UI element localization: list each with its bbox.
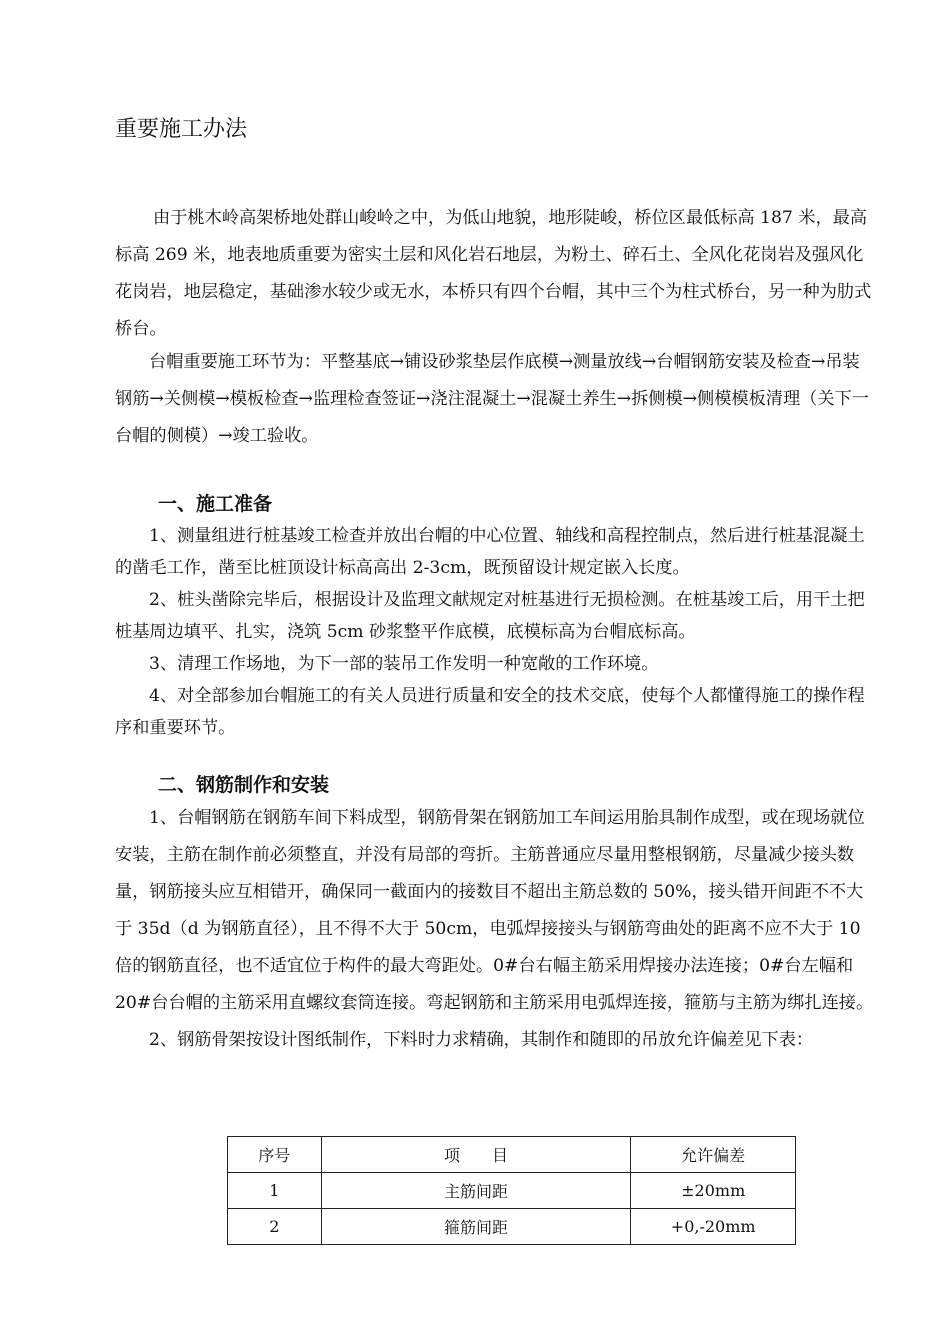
table-cell: 主筋间距 <box>321 1173 631 1209</box>
list-item: 2、钢筋骨架按设计图纸制作，下料时力求精确，其制作和随即的吊放允许偏差见下表： <box>149 1030 814 1050</box>
list-item: 3、清理工作场地，为下一部的装吊工作发明一种宽敞的工作环境。 <box>149 654 659 674</box>
page-title: 重要施工办法 <box>115 117 248 142</box>
section-preparation-list <box>115 520 875 744</box>
table-cell: 2 <box>228 1209 322 1245</box>
list-item: 2、桩头凿除完毕后，根据设计及监理文献规定对桩基进行无损检测。在桩基竣工后，用干土把桩基周边填平、扎实，浇筑 5cm 砂浆整平作底模，底模标高为台帽底标高。 <box>115 590 865 642</box>
table-cell: 箍筋间距 <box>321 1209 631 1245</box>
section-heading-preparation: 一、施工准备 <box>158 493 273 515</box>
list-item: 4、对全部参加台帽施工的有关人员进行质量和安全的技术交底，使每个人都懂得施工的操作程序和重要环节。 <box>115 686 865 738</box>
list-item: 1、台帽钢筋在钢筋车间下料成型，钢筋骨架在钢筋加工车间运用胎具制作成型，或在现场就位安装，主筋在制作前必须整直，并没有局部的弯折。主筋普通应尽量用整根钢筋，尽量减少接头数量，钢筋接头应互相错开，确保同一截面内的接数目不超出主筋总数的 50%，接头错开间距不不大于 35d（d 为钢筋直径），且不得不大于 50cm，电弧焊接接头与钢筋弯曲处的距离不应不大于 10 倍的钢筋直径，也不适宜位于构件的最大弯距处。0#台右幅主筋采用焊接办法连接；0#台左幅和 20#台台帽的主筋采用直螺纹套筒连接。弯起钢筋和主筋采用电弧焊连接，箍筋与主筋为绑扎连接。 <box>115 808 874 1013</box>
table-header-cell: 序号 <box>228 1137 322 1173</box>
table-cell: 1 <box>228 1173 322 1209</box>
intro-paragraph-1: 由于桃木岭高架桥地处群山峻岭之中，为低山地貌，地形陡峻，桥位区最低标高 187 米，最高标高 269 米，地表地质重要为密实土层和风化岩石地层，为粉土、碎石土、全风化花岗岩及强风化花岗岩，地层稳定，基础渗水较少或无水，本桥只有四个台帽，其中三个为柱式桥台，另一种为肋式桥台。 <box>115 208 872 339</box>
table-header-row <box>228 1137 796 1173</box>
table-row <box>228 1173 796 1209</box>
section-heading-rebar: 二、钢筋制作和安装 <box>158 774 330 796</box>
table-row <box>228 1209 796 1245</box>
section-rebar-list <box>115 800 875 1059</box>
intro-paragraph-2: 台帽重要施工环节为：平整基底→铺设砂浆垫层作底模→测量放线→台帽钢筋安装及检查→吊装钢筋→关侧模→模板检查→监理检查签证→浇注混凝土→混凝土养生→拆侧模→侧模模板清理（关下一台帽的侧模）→竣工验收。 <box>115 352 869 446</box>
table-cell: ±20mm <box>631 1173 796 1209</box>
table-header-cell: 项 目 <box>321 1137 631 1173</box>
table-header-cell: 允许偏差 <box>631 1137 796 1173</box>
table-cell: +0,-20mm <box>631 1209 796 1245</box>
tolerance-table <box>227 1136 796 1245</box>
list-item: 1、测量组进行桩基竣工检查并放出台帽的中心位置、轴线和高程控制点，然后进行桩基混凝土的凿毛工作，凿至比桩顶设计标高高出 2-3cm，既预留设计规定嵌入长度。 <box>115 526 865 578</box>
